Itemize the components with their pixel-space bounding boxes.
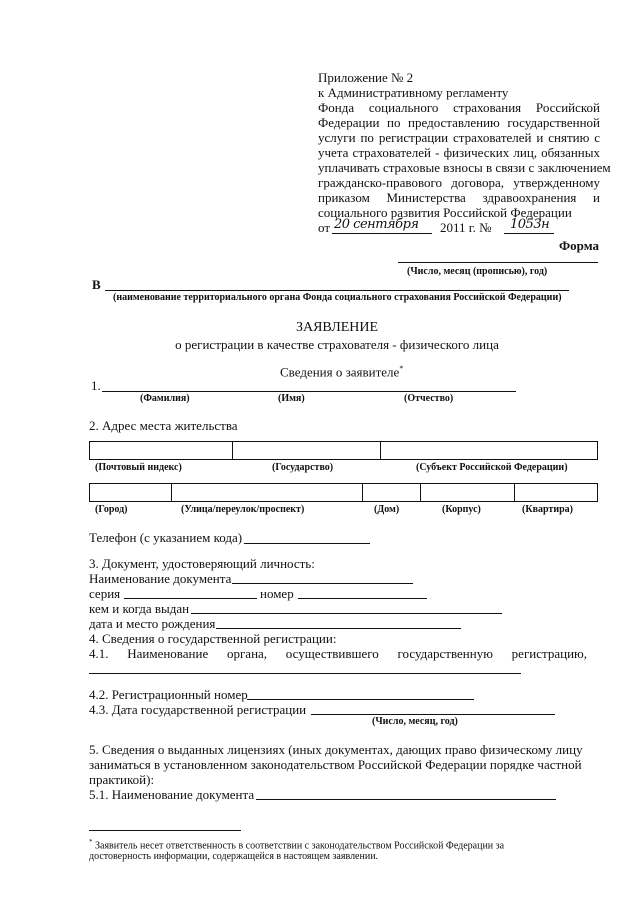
license-doc-field[interactable] [256, 799, 556, 800]
city-caption: (Город) [95, 504, 128, 515]
address-heading: 2. Адрес места жительства [89, 418, 238, 433]
appendix-line: Фонда социального страхования Российской [318, 100, 600, 115]
footnote-line2: достоверность информации, содержащейся в настоящем заявлении. [89, 851, 379, 862]
birth-field[interactable] [216, 628, 461, 629]
number-label: номер [260, 586, 294, 601]
to-line[interactable] [105, 290, 569, 291]
appendix-line: уплачивать страховые взносы в связи с заключением [318, 160, 611, 175]
appendix-line: Приложение № 2 [318, 70, 414, 85]
item42-label: 4.2. Регистрационный номер [89, 687, 248, 702]
license-line: заниматься в установленном законодательством Российской Федерации порядке частной [89, 757, 582, 772]
item41-word: осуществившего [285, 646, 379, 661]
applicant-heading [280, 364, 403, 380]
appendix-line: гражданско-правового договора, утвержденному [318, 175, 600, 190]
phone-label: Телефон (с указанием кода) [89, 530, 243, 545]
address-grid-row2 [89, 483, 598, 502]
patronymic-caption: (Отчество) [404, 393, 454, 404]
doc-name-label: Наименование документа [89, 571, 232, 586]
issued-label: кем и когда выдан [89, 601, 190, 616]
issued-field[interactable] [191, 613, 502, 614]
appendix-line: учета страхователей - физических лиц, обязанных [318, 145, 600, 160]
reg-date-field[interactable] [311, 714, 555, 715]
surname-caption: (Фамилия) [140, 393, 190, 404]
reg-number-field[interactable] [247, 699, 474, 700]
reg-heading: 4. Сведения о государственной регистрации: [89, 631, 337, 646]
apartment-caption: (Квартира) [522, 504, 573, 515]
form-label: Форма [559, 238, 599, 253]
appendix-line: Федерации по предоставлению государственной [318, 115, 600, 130]
doc-heading: 3. Документ, удостоверяющий личность: [89, 556, 315, 571]
to-prefix: В [92, 277, 101, 292]
applicant-heading-text: Сведения о заявителе [280, 364, 400, 380]
footnote-ref: * [399, 364, 404, 373]
item41-word: Наименование [127, 646, 209, 661]
document-title: ЗАЯВЛЕНИЕ [295, 320, 379, 335]
number-field[interactable] [298, 598, 427, 599]
date-caption: (Число, месяц (прописью), год) [407, 266, 548, 277]
street-caption: (Улица/переулок/проспект) [181, 504, 305, 515]
building-caption: (Корпус) [442, 504, 481, 515]
item51-label: 5.1. Наименование документа [89, 787, 255, 802]
item41-word: органа, [226, 646, 268, 661]
license-line: практикой): [89, 772, 155, 787]
footnote-divider [89, 830, 241, 831]
name-section-num: 1. [91, 378, 101, 393]
item41-word: 4.1. [89, 646, 109, 661]
address-grid-row1 [89, 441, 598, 460]
item41-word: регистрацию, [511, 646, 587, 661]
phone-field[interactable] [244, 543, 370, 544]
appendix-line: приказом Министерства здравоохранения и [318, 190, 600, 205]
reg-date-caption: (Число, месяц, год) [372, 716, 458, 727]
birth-label: дата и место рождения [89, 616, 216, 631]
region-caption: (Субъект Российской Федерации) [416, 462, 568, 473]
footnote-line1 [89, 838, 504, 851]
footnote-mark: * [89, 838, 93, 846]
series-field[interactable] [124, 598, 257, 599]
order-number-handwritten: 1053н [510, 217, 550, 232]
full-name-line[interactable] [102, 391, 516, 392]
appendix-line: к Административному регламенту [318, 85, 509, 100]
footnote-text: Заявитель несет ответственность в соответствии с законодательством Российской Федерации за [95, 840, 505, 852]
order-prefix: от [318, 220, 331, 235]
reg-authority-field[interactable] [89, 673, 521, 674]
country-caption: (Государство) [272, 462, 334, 473]
item41-line [89, 646, 587, 662]
order-year: 2011 г. № [440, 220, 492, 235]
order-date-handwritten: 20 сентября [334, 217, 419, 232]
postal-index-caption: (Почтовый индекс) [95, 462, 182, 473]
item41-word: государственную [397, 646, 493, 661]
item43-label: 4.3. Дата государственной регистрации [89, 702, 307, 717]
appendix-line: услуги по регистрации страхователей и снятию с [318, 130, 600, 145]
license-line: 5. Сведения о выданных лицензиях (иных документах, дающих право физическому лицу [89, 742, 583, 757]
to-caption: (наименование территориального органа Фонда социального страхования Российской Федерации) [113, 292, 562, 303]
date-line[interactable] [398, 262, 598, 263]
first-name-caption: (Имя) [278, 393, 305, 404]
doc-name-field[interactable] [232, 583, 413, 584]
house-caption: (Дом) [374, 504, 400, 515]
document-subtitle: о регистрации в качестве страхователя - физического лица [175, 337, 499, 352]
appendix-line: социального развития Российской Федерации [318, 205, 572, 220]
series-label: серия [89, 586, 121, 601]
